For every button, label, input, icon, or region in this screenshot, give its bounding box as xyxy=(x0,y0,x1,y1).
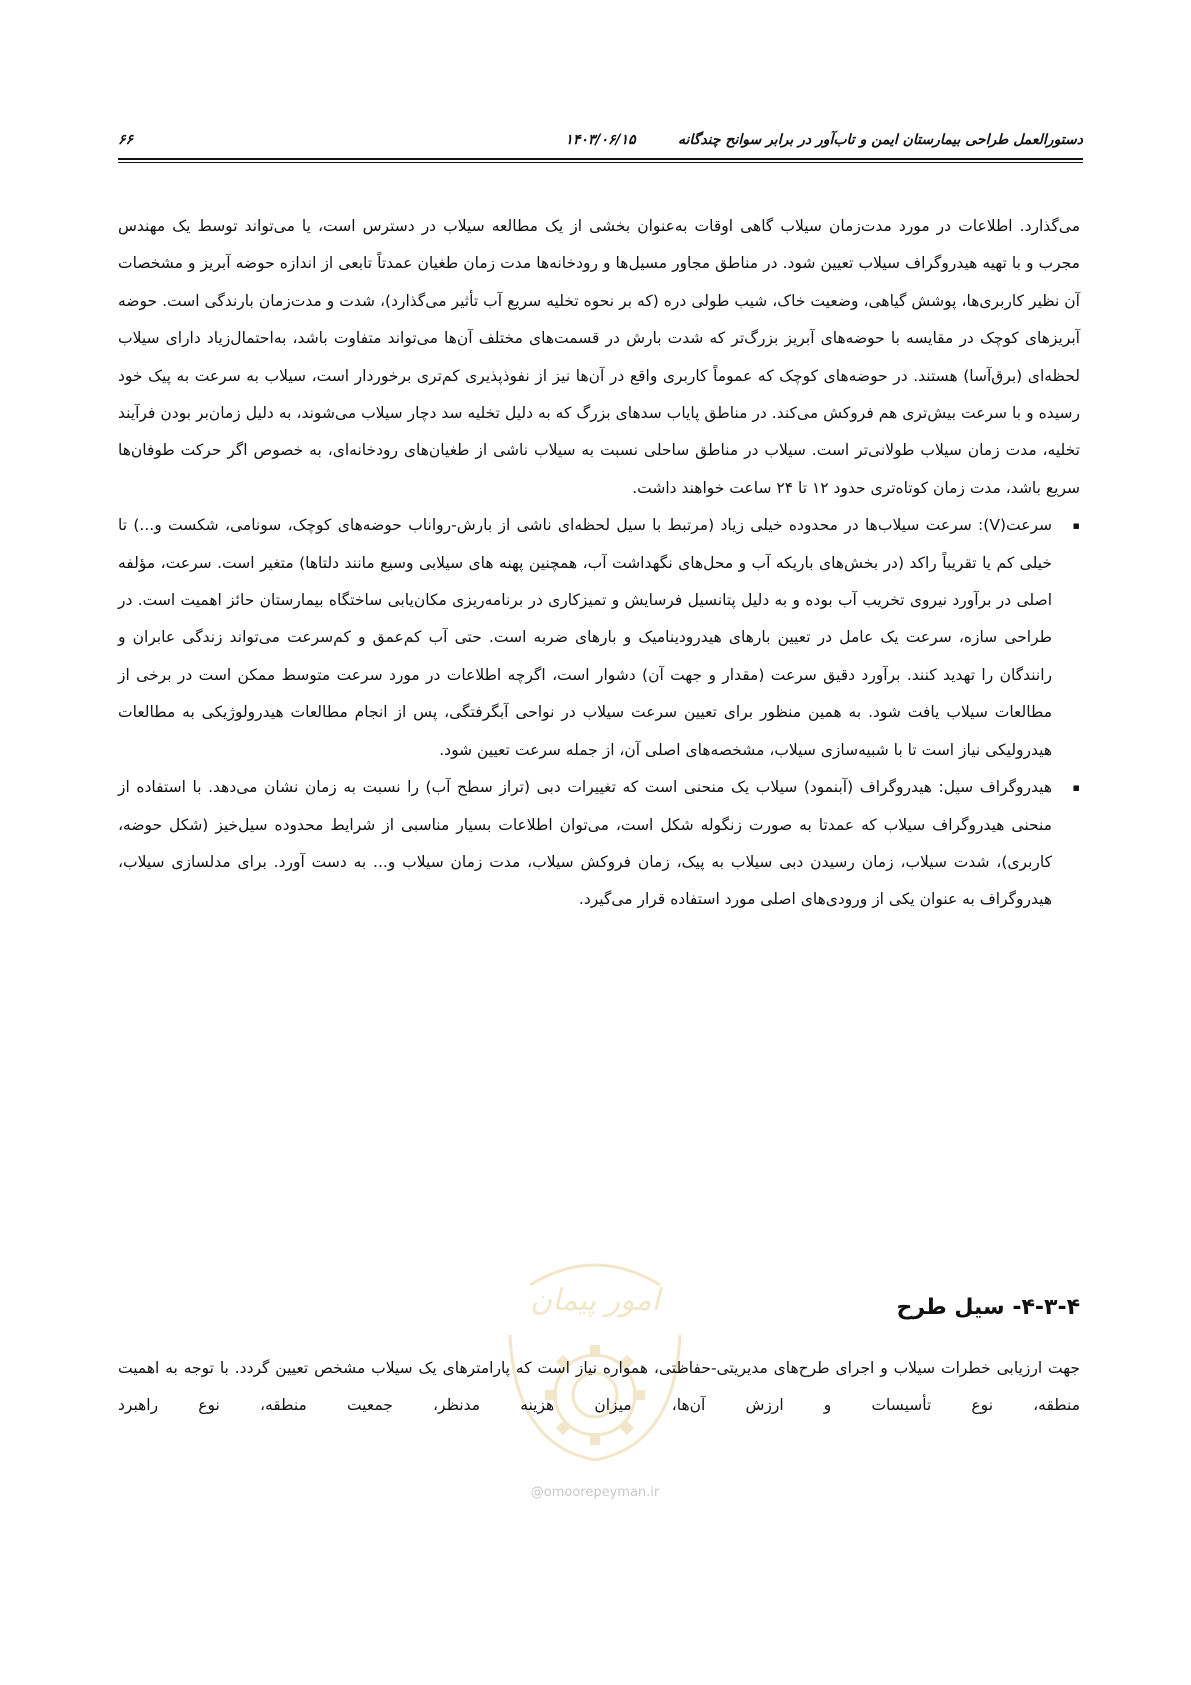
watermark-logo-text: امور پیمان xyxy=(530,1283,660,1318)
bullet-item-velocity xyxy=(118,507,1080,769)
header-title: دستورالعمل طراحی بیمارستان ایمن و تاب‌آور در برابر سوانح چندگانه xyxy=(677,132,1083,148)
body-text xyxy=(118,208,1080,919)
bullet-text: هیدروگراف سیل: هیدروگراف (آبنمود) سیلاب یک منحنی است که تغییرات دبی (تراز سطح آب) را نسبت به زمان نشان می‌دهد. با استفاده از منحنی هیدروگراف سیلاب که عمدتا به صورت زنگوله شکل است، می‌توان اطلاعات بسیار مناسبی از شرایط محدوده سیل‌خیز (شکل حوضه، کاربری)، شدت سیلاب، زمان رسیدن دبی سیلاب به پیک، زمان فروکش سیلاب، مدت زمان سیلاب و... به دست آورد. برای مدلسازی سیلاب، هیدروگراف به عنوان یکی از ورودی‌های اصلی مورد استفاده قرار می‌گیرد. xyxy=(118,778,1052,909)
page-header xyxy=(118,130,1083,156)
page-number: ۶۶ xyxy=(118,132,134,148)
header-divider-thin xyxy=(118,162,1083,163)
bullet-text: سرعت(V): سرعت سیلاب‌ها در محدوده خیلی زیاد (مرتبط با سیل لحظه‌ای ناشی از بارش-رواناب حوضه‌های کوچک، سونامی، شکست و...) تا خیلی کم یا تقریباً راکد (در بخش‌های باریکه آب و محل‌های نگهداشت آب، همچنین پهنه های سیلابی وسیع مانند دلتاها) متغیر است. سرعت، مؤلفه اصلی در برآورد نیروی تخریب آب بوده و به دلیل پتانسیل فرسایش و تمیزکاری در برنامه‌ریزی مکان‌یابی ساختگاه بیمارستان حائز اهمیت است. در طراحی سازه، سرعت یک عامل در تعیین بارهای هیدرودینامیک و بارهای ضربه است. حتی آب کم‌عمق و کم‌سرعت می‌تواند زندگی عابران و رانندگان را تهدید کنند. برآورد دقیق سرعت (مقدار و جهت آن) دشوار است، اگرچه اطلاعات در مورد سرعت متوسط ممکن است در برخی از مطالعات سیلاب یافت شود. به همین منظور برای تعیین سرعت سیلاب در نواحی آبگرفتگی، پس از انجام مطالعات هیدرولوژیکی به مطالعات هیدرولیکی نیاز است تا با شبیه‌سازی سیلاب، مشخصه‌های اصلی آن، از جمله سرعت تعیین شود. xyxy=(118,516,1052,759)
section-heading: ۴-۳-۴- سیل طرح xyxy=(896,1295,1080,1320)
bullet-marker-icon: ▪ xyxy=(1072,519,1080,533)
bullet-item-hydrograph xyxy=(118,769,1080,919)
watermark-url: @omoorepeyman.ir xyxy=(530,1485,660,1500)
header-divider xyxy=(118,158,1083,160)
header-date: ۱۴۰۳/۰۶/۱۵ xyxy=(565,132,636,148)
intro-paragraph: می‌گذارد. اطلاعات در مورد مدت‌زمان سیلاب گاهی اوقات به‌عنوان بخشی از یک مطالعه سیلاب در دسترس است، یا می‌تواند توسط یک مهندس مجرب و با تهیه هیدروگراف سیلاب تعیین شود. در مناطق مجاور مسیل‌ها و رودخانه‌ها مدت زمان طغیان عمدتاً تابعی از اندازه حوضه آبریز و مشخصات آن نظیر کاربری‌ها، پوشش گیاهی، وضعیت خاک، شیب طولی دره (که بر نحوه تخلیه سریع آب تأثیر می‌گذارد)، شدت و مدت‌زمان بارندگی است. حوضه آبریزهای کوچک در مقایسه با حوضه‌های آبریز بزرگ‌تر که شدت بارش در قسمت‌های مختلف آن‌ها می‌تواند متفاوت باشد، به‌احتمال‌زیاد دارای سیلاب لحظه‌ای (برق‌آسا) هستند. در حوضه‌های کوچک که عموماً کاربری واقع در آن‌ها نیز از نفوذپذیری کم‌تری برخوردار است، سیلاب به سرعت به پیک خود رسیده و با سرعت بیش‌تری هم فروکش می‌کند. در مناطق پایاب سدهای بزرگ که به دلیل تخلیه سد دچار سیلاب می‌شوند، به دلیل زمان‌بر بودن فرآیند تخلیه، مدت زمان سیلاب طولانی‌تر است. سیلاب در مناطق ساحلی نسبت به سیلاب ناشی از طغیان‌های رودخانه‌ای، به خصوص اگر حرکت طوفان‌ها سریع باشد، مدت زمان کوتاه‌تری حدود ۱۲ تا ۲۴ ساعت خواهند داشت. xyxy=(118,217,1080,497)
bullet-marker-icon: ▪ xyxy=(1072,781,1080,795)
bullet-list xyxy=(118,507,1080,918)
section-paragraph: جهت ارزیابی خطرات سیلاب و اجرای طرح‌های مدیریتی-حفاظتی، همواره نیاز است که پارامترهای یک سیلاب مشخص تعیین گردد. با توجه به اهمیت منطقه، نوع تأسیسات و ارزش آن‌ها، میزان هزینه مدنظر، جمعیت منطقه، نوع راهبرد xyxy=(118,1359,1080,1415)
